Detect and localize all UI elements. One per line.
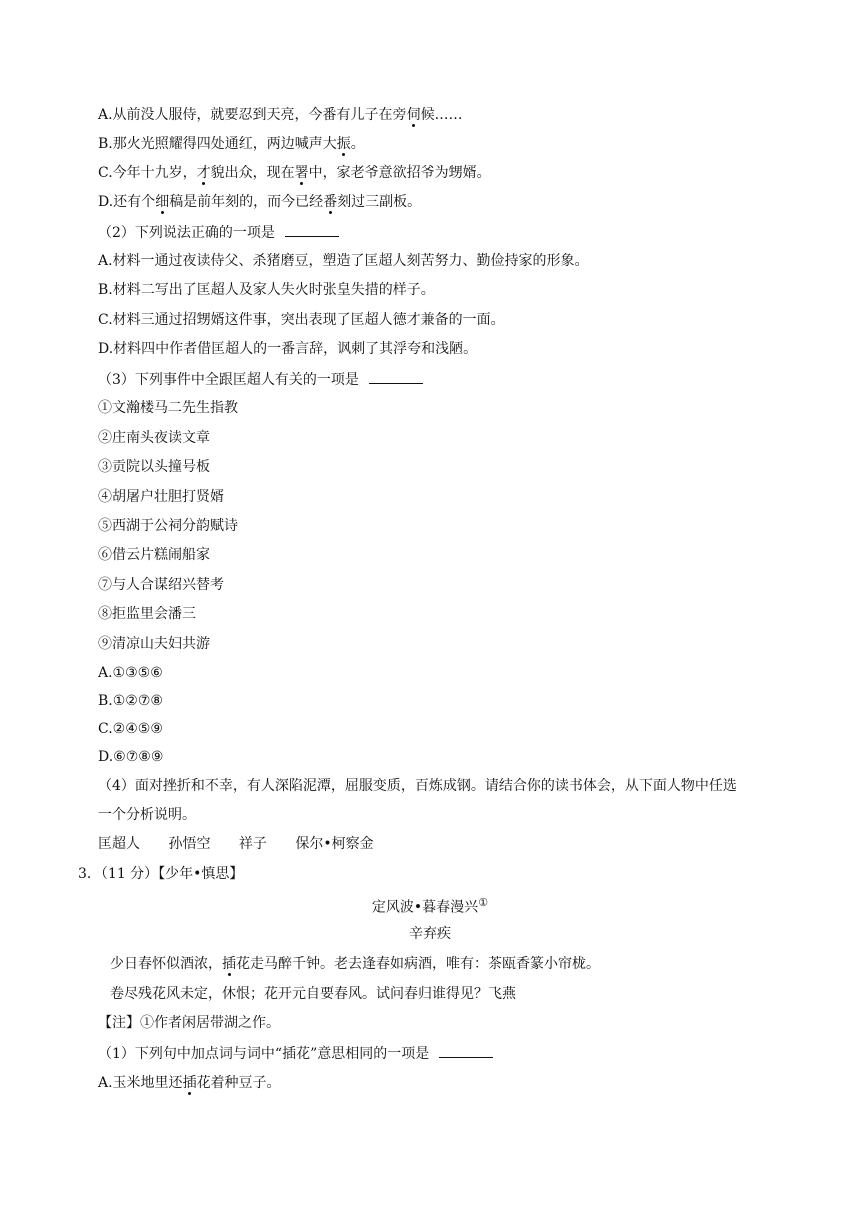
character-name: 匡超人: [98, 836, 140, 852]
event-item: ⑥借云片糕闹船家: [98, 547, 210, 563]
poem-line-2: 卷尽残花风未定，休恨；花开元自要春风。试问春归谁得见？飞燕: [110, 986, 516, 1002]
part3-stem: （3）下列事件中全跟匡超人有关的一项是: [98, 369, 423, 390]
event-item: ⑤西湖于公祠分韵赋诗: [98, 518, 238, 534]
character-name: 祥子: [238, 836, 267, 852]
event-item: ⑧拒监里会潘三: [98, 606, 196, 622]
option-d-line: D.还有个细稿是前年刻的，而今已经番刻过三副板。: [98, 194, 422, 210]
event-item: ④胡屠户壮胆打贤婿: [98, 489, 224, 505]
part3-option-b: B.①②⑦⑧: [98, 693, 163, 709]
event-item: ⑦与人合谋绍兴替考: [98, 577, 224, 593]
part2-option-b: B.材料二写出了匡超人及家人失火时张皇失措的样子。: [98, 282, 435, 298]
poem-line-1: 少日春怀似酒浓，插花走马醉千钟。老去逢春如病酒，唯有：茶瓯香篆小帘栊。: [110, 956, 600, 972]
option-a-line: A.从前没人服侍，就要忍到天亮，今番有儿子在旁伺候……: [98, 107, 463, 123]
q3-part1-option-a: A.玉米地里还插花着种豆子。: [98, 1075, 281, 1091]
character-name: 孙悟空: [168, 836, 211, 852]
event-item: ③贡院以头撞号板: [98, 459, 210, 475]
answer-blank[interactable]: [439, 1043, 493, 1058]
part2-stem: （2）下列说法正确的一项是: [98, 222, 339, 243]
part2-option-a: A.材料一通过夜读侍父、杀猪磨豆，塑造了匡超人刻苦努力、勤俭持家的形象。: [98, 253, 589, 269]
part4-stem-line2: 一个分析说明。: [98, 807, 196, 823]
character-list: [98, 834, 398, 854]
q3-part1-stem: （1）下列句中加点词与词中“插花”意思相同的一项是: [98, 1043, 493, 1064]
part2-option-d: D.材料四中作者借匡超人的一番言辞，讽刺了其浮夸和浅陋。: [98, 341, 478, 357]
part3-option-a: A.①③⑤⑥: [98, 665, 163, 681]
event-item: ⑨清凉山夫妇共游: [98, 636, 210, 652]
question-3-header: 3．（11 分）【少年•慎思】: [78, 866, 244, 882]
poem-author: 辛弃疾: [409, 926, 451, 942]
part3-option-c: C.②④⑤⑨: [98, 721, 163, 737]
part3-option-d: D.⑥⑦⑧⑨: [98, 749, 164, 765]
option-b-line: B.那火光照耀得四处通红，两边喊声大振。: [98, 136, 365, 152]
part2-option-c: C.材料三通过招甥婿这件事，突出表现了匡超人德才兼备的一面。: [98, 312, 505, 328]
option-c-line: C.今年十九岁，才貌出众，现在署中，家老爷意欲招爷为甥婿。: [98, 165, 491, 181]
poem-note: 【注】①作者闲居带湖之作。: [98, 1015, 280, 1031]
character-name: 保尔•柯察金: [295, 836, 374, 852]
part4-stem-line1: （4）面对挫折和不幸，有人深陷泥潭，屈服变质，百炼成钢。请结合你的读书体会，从下面人物中任选: [98, 778, 737, 794]
poem-title: 定风波•暮春漫兴①: [371, 896, 489, 916]
event-item: ②庄南头夜读文章: [98, 430, 210, 446]
answer-blank[interactable]: [285, 222, 339, 237]
answer-blank[interactable]: [369, 369, 423, 384]
footnote-marker: ①: [478, 896, 489, 909]
event-item: ①文瀚楼马二先生指教: [98, 400, 238, 416]
